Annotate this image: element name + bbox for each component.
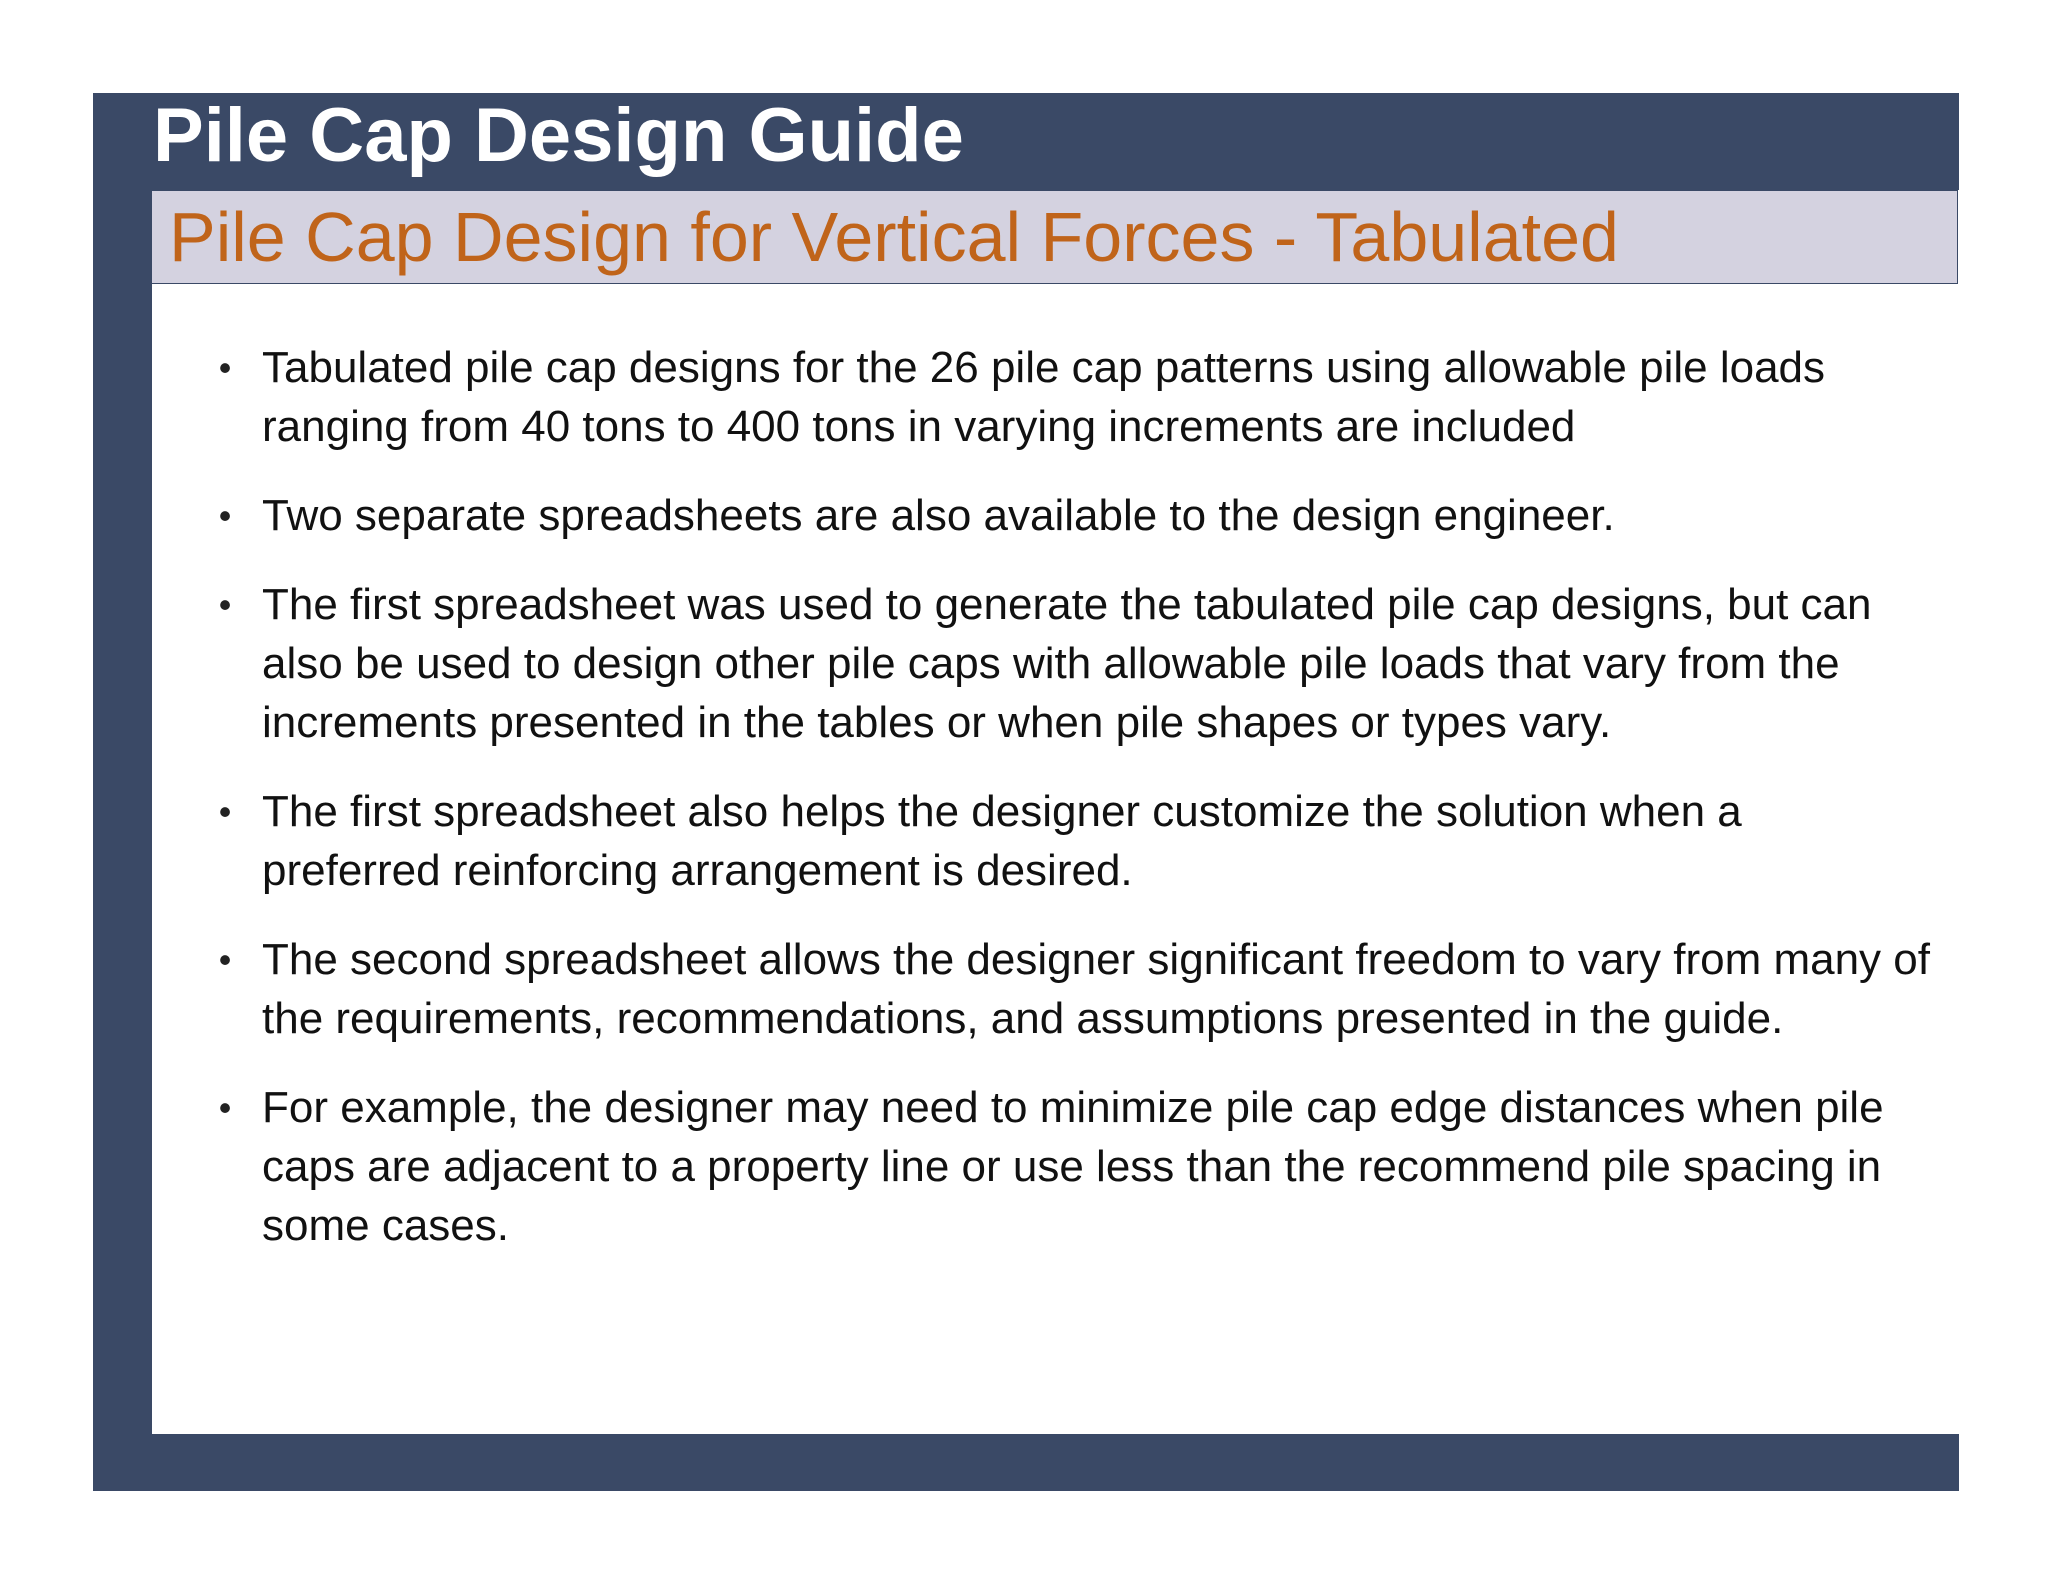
bullet-dot-icon: •	[218, 584, 232, 625]
bullet-dot-icon: •	[218, 495, 232, 536]
bullet-text: Tabulated pile cap designs for the 26 pile cap patterns using allowable pile loads ranging from 40 tons to 400 tons in varying increments are included	[262, 343, 1826, 451]
bullet-text: Two separate spreadsheets are also available to the design engineer.	[262, 491, 1615, 540]
bullet-item	[210, 782, 1930, 900]
bullet-list	[210, 338, 1930, 1285]
bullet-item	[210, 486, 1930, 545]
bullet-item	[210, 930, 1930, 1048]
subtitle-band	[152, 190, 1958, 284]
bullet-text: The first spreadsheet also helps the designer customize the solution when a preferred reinforcing arrangement is desired.	[262, 787, 1742, 895]
bullet-text: For example, the designer may need to minimize pile cap edge distances when pile caps are adjacent to a property line or use less than the recommend pile spacing in some cases.	[262, 1083, 1884, 1250]
bullet-text: The first spreadsheet was used to generate the tabulated pile cap designs, but can also be used to design other pile caps with allowable pile loads that vary from the increments presented in the tables or when pile shapes or types vary.	[262, 580, 1872, 747]
bullet-item	[210, 1078, 1930, 1255]
slide-subtitle: Pile Cap Design for Vertical Forces - Tabulated	[169, 198, 1619, 276]
bullet-text: The second spreadsheet allows the designer significant freedom to vary from many of the requirements, recommendations, and assumptions presented in the guide.	[262, 935, 1930, 1043]
bullet-dot-icon: •	[218, 347, 232, 388]
bullet-item	[210, 338, 1930, 456]
bullet-dot-icon: •	[218, 1087, 232, 1128]
bullet-dot-icon: •	[218, 791, 232, 832]
bullet-dot-icon: •	[218, 939, 232, 980]
bullet-item	[210, 575, 1930, 752]
slide-title: Pile Cap Design Guide	[153, 93, 964, 178]
